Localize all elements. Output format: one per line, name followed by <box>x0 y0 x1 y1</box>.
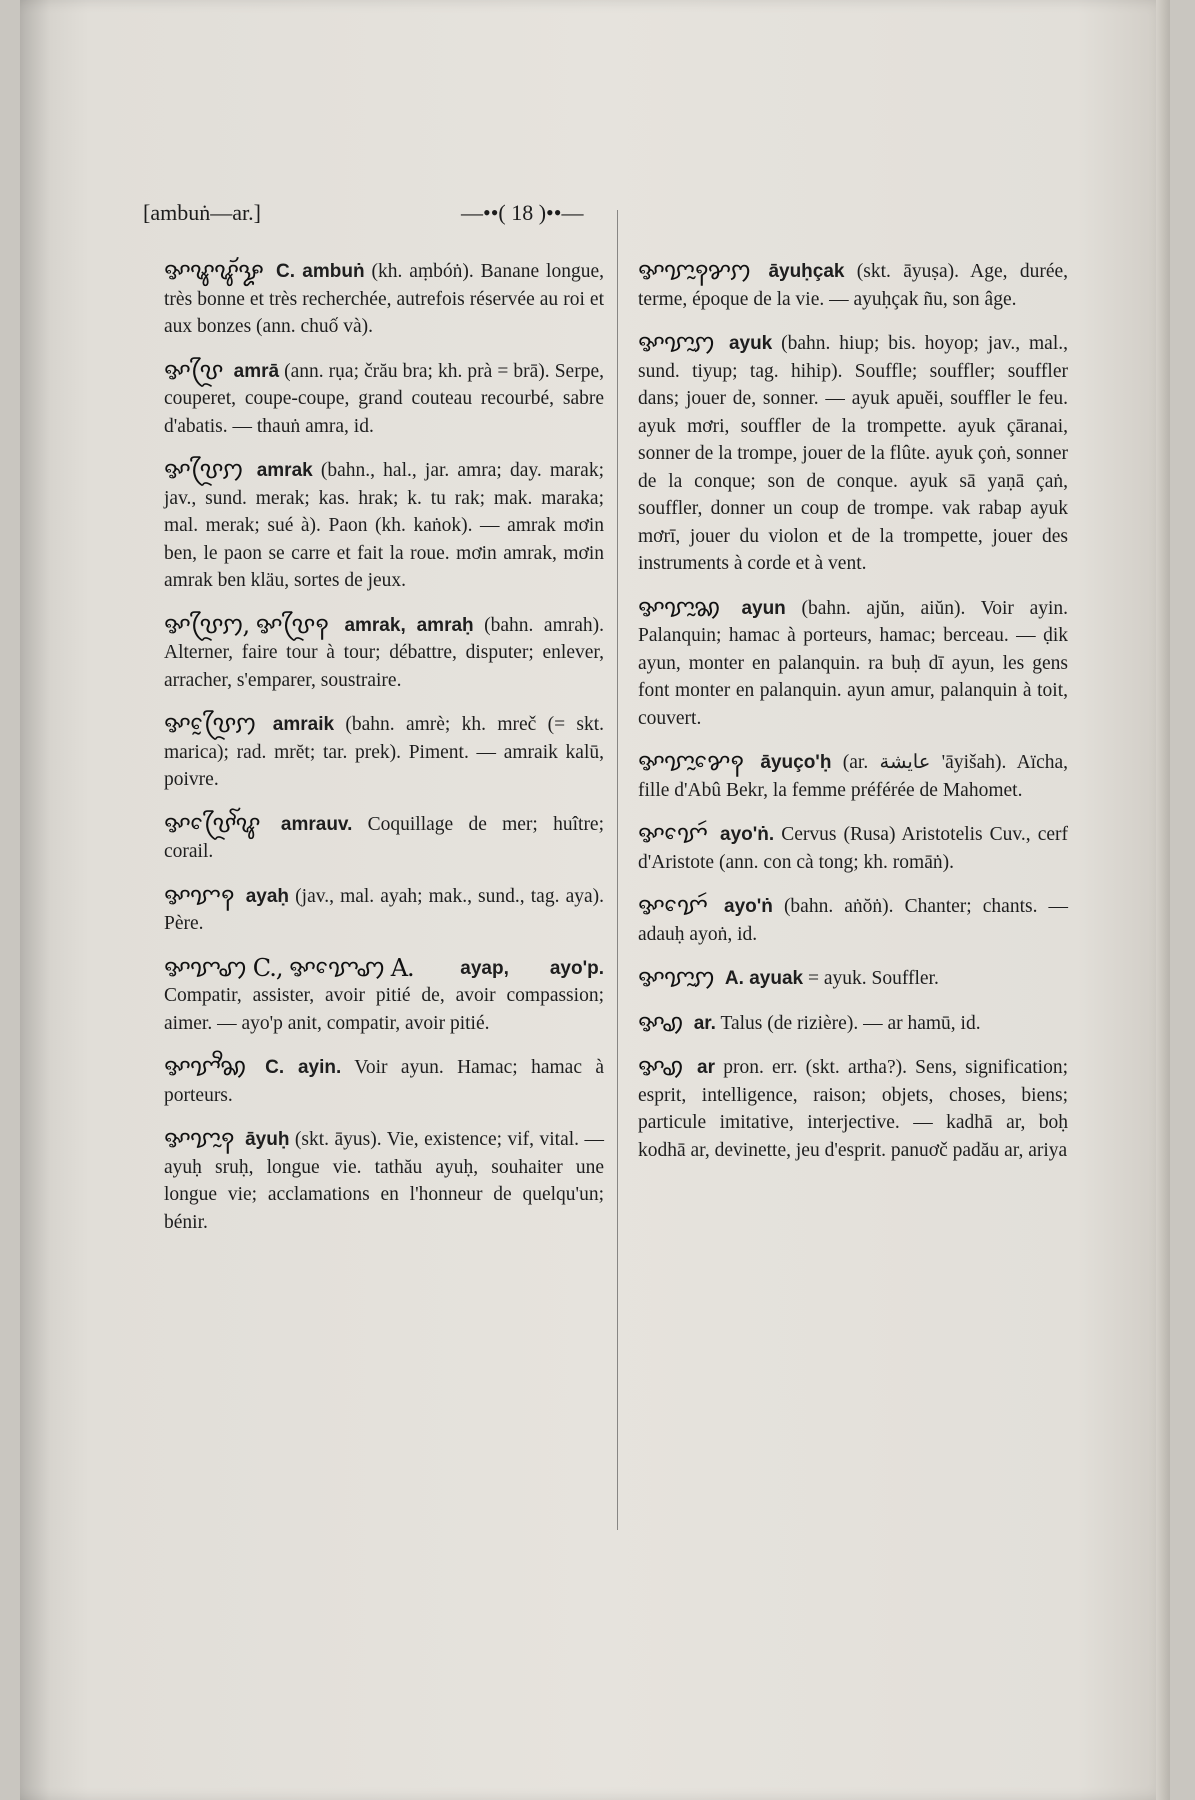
headword: āyuço'ḥ <box>760 752 832 773</box>
definition: (skt. āyus). Vie, existence; vif, vital. — ayuḥ sruḥ, longue vie. tathău ayuḥ, souhaiter une longue vie; acclamations en l'honneur de quelqu'un; bénir. <box>164 1129 604 1233</box>
cham-script: ꨀꨢꨭꨌꨯꩍ <box>638 748 744 776</box>
dictionary-entry <box>164 1126 604 1236</box>
cham-script: ꨀꨢꨭꩍꨌꩀ <box>638 257 751 285</box>
definition: (ann. rụa; črău bra; kh. prà = brā). Serpe, couperet, coupe-coupe, grand couteau recourbé, sabre d'abatis. — thauṅ amra, id. <box>164 360 604 437</box>
definition: Coquillage de mer; huître; corail. <box>164 813 605 862</box>
headword: ayun <box>741 597 786 619</box>
dictionary-entry <box>164 258 604 341</box>
dictionary-entry <box>638 1054 1068 1164</box>
cham-script: ꨀꨢꩍ <box>164 881 234 910</box>
headword: ayo'ṅ <box>724 896 773 917</box>
dictionary-entry <box>638 893 1068 948</box>
headword: amrak <box>256 460 313 481</box>
headword: amrak, amraḥ <box>344 614 474 636</box>
dictionary-entry <box>638 1010 1068 1038</box>
headword: C. ambuṅ <box>275 261 365 282</box>
cham-script: ꨀꨢꨭꩍ <box>164 1125 234 1153</box>
cham-script: ꨀꩉ <box>638 1008 683 1037</box>
definition: Cervus (Rusa) Aristotelis Cuv., cerf d'Aristote (ann. con cà tong; kh. romāṅ). <box>638 824 1068 873</box>
headword: ayap, ayo'p. <box>460 957 604 979</box>
definition: (bahn. hiup; bis. hoyop; jav., mal., sund. tiyup; tag. hihip). Souffle; souffler; souffler dans; jouer de, sonner. — ayuk apuĕi, souffler le feu. ayuk mơri, souffler de la trompette. ayuk çāranai, sonner de la trompe, jouer de la flûte. ayuk çoṅ, sonner de la conque; son de conque. ayuk sā yaṇā çaṅ, souffler, donner un coup de trompe. vak rabap ayuk mơrī, jouer du violon et de la trompette, jouer des instruments à corde et à vent. <box>638 333 1069 574</box>
right-column <box>638 258 1068 1181</box>
dictionary-entry <box>638 330 1068 578</box>
dictionary-entry <box>164 711 604 794</box>
page-header <box>143 200 703 240</box>
definition: (kh. aṃbóṅ). Banane longue, très bonne et très recherchée, autrefois réservée au roi et aux bonzes (ann. chuố và). <box>164 261 604 337</box>
headword: C. ayin. <box>265 1057 342 1078</box>
dictionary-entry <box>164 883 604 938</box>
definition: (bahn. amrè; kh. mreč (= skt. marica); rad. mrĕt; tar. prek). Piment. — amraik kalū, poivre. <box>164 714 605 790</box>
dictionary-entry <box>164 1054 604 1109</box>
headword: ayo'ṅ. <box>720 824 775 845</box>
headword: amrā <box>233 360 280 382</box>
cham-script: ꨀꨢꨪꩆ <box>164 1053 246 1081</box>
cham-script: ꨀꨝꨴꩀ, ꨀꨝꨴꩍ <box>164 610 328 639</box>
cham-script: ꨀꨢꩇ C., ꨀꨢꨯꩇ A. <box>164 953 414 982</box>
binding-shadow <box>20 0 50 1800</box>
definition: (jav., mal. ayah; mak., sund., tag. aya). Père. <box>164 885 604 934</box>
dictionary-entry <box>164 358 604 441</box>
definition: Talus (de rizière). — ar hamū, id. <box>720 1012 981 1034</box>
cham-script: ꨀꨝꨴꨯꨱꨥ <box>164 809 260 838</box>
running-head: [ambuṅ—ar.] <box>143 200 261 225</box>
cham-script: ꨀꨝꨴꨰꩀ <box>164 710 256 738</box>
headword: ar <box>697 1057 715 1078</box>
dictionary-entry <box>638 595 1068 733</box>
dictionary-entry <box>164 955 604 1038</box>
cham-script: ꨀꨡꨥꨮꨋ <box>164 257 264 285</box>
headword: amraik <box>272 714 335 735</box>
dictionary-entry <box>638 821 1068 876</box>
headword: ayuk <box>728 333 773 354</box>
cham-script: ꨀꨢꨭꩀ <box>638 329 715 357</box>
dictionary-entry <box>164 811 604 866</box>
dictionary-entry <box>164 612 604 695</box>
headword: ayaḥ <box>245 885 290 907</box>
dictionary-entry <box>638 749 1068 804</box>
cham-script: ꨀꨢꨯꩃ <box>638 892 707 920</box>
cham-script: ꨀꨝꨴ <box>164 356 223 385</box>
definition: (ar. عايشة 'āyišah). Aïcha, fille d'Abû Bekr, la femme préférée de Mahomet. <box>638 752 1069 801</box>
headword: āyuḥçak <box>768 261 845 282</box>
definition: (bahn. amrah). Alterner, faire tour à tour; débattre, disputer; enlever, arracher, s'emparer, soustraire. <box>164 614 605 691</box>
definition: (skt. āyuṣa). Age, durée, terme, époque de la vie. — ayuḥçak ñu, son âge. <box>638 261 1069 310</box>
page-number: —••( 18 )••— <box>461 200 584 225</box>
cham-script: ꨀꨝꨴꩀ <box>164 456 243 484</box>
dictionary-entry <box>638 258 1068 313</box>
left-column <box>164 258 604 1253</box>
column-divider <box>617 210 618 1530</box>
dictionary-entry <box>164 457 604 595</box>
cham-script: ꨀꨢꨭꩀ <box>638 964 715 992</box>
headword: A. ayuak <box>724 968 804 989</box>
definition: Compatir, assister, avoir pitié de, avoir compassion; aimer. — ayo'p anit, compatir, avoir pitié. <box>164 985 604 1034</box>
headword: amrauv. <box>280 813 353 835</box>
cham-script: ꨀꨢꨯꩃ <box>638 820 707 848</box>
definition: (bahn. aṅŏṅ). Chanter; chants. — adauḥ ayoṅ, id. <box>638 896 1068 945</box>
dictionary-entry <box>638 965 1068 993</box>
cham-script: ꨀꨢꨭꩆ <box>638 593 720 622</box>
definition: pron. err. (skt. artha?). Sens, signification; esprit, intelligence, raison; objets, choses, biens; particule imitative, interjective. — kadhā ar, boḥ kodhā ar, devinette, jeu d'esprit. panuơč padău ar, ariya <box>638 1057 1069 1161</box>
definition: Voir ayun. Hamac; hamac à porteurs. <box>164 1057 605 1106</box>
cham-script: ꨀꩉ <box>638 1053 683 1081</box>
headword: ar. <box>693 1012 716 1034</box>
definition: = ayuk. Souffler. <box>807 968 939 989</box>
definition: (bahn. ajŭn, aiŭn). Voir ayin. Palanquin; hamac à porteurs, hamac; berceau. — ḍik ayun, monter en palanquin. ra buḥ dī ayun, les gens font monter en palanquin. ayun amur, palanquin à toit, couvert. <box>638 597 1069 729</box>
headword: āyuḥ <box>245 1129 290 1150</box>
definition: (bahn., hal., jar. amra; day. marak; jav., sund. merak; kas. hrak; k. tu rak; mak. maraka; mal. merak; sué à). Paon (kh. kaṅok). — amrak mơin ben, le paon se carre et fait la roue. mơin amrak, mơin amrak ben kläu, sortes de jeux. <box>164 460 605 591</box>
